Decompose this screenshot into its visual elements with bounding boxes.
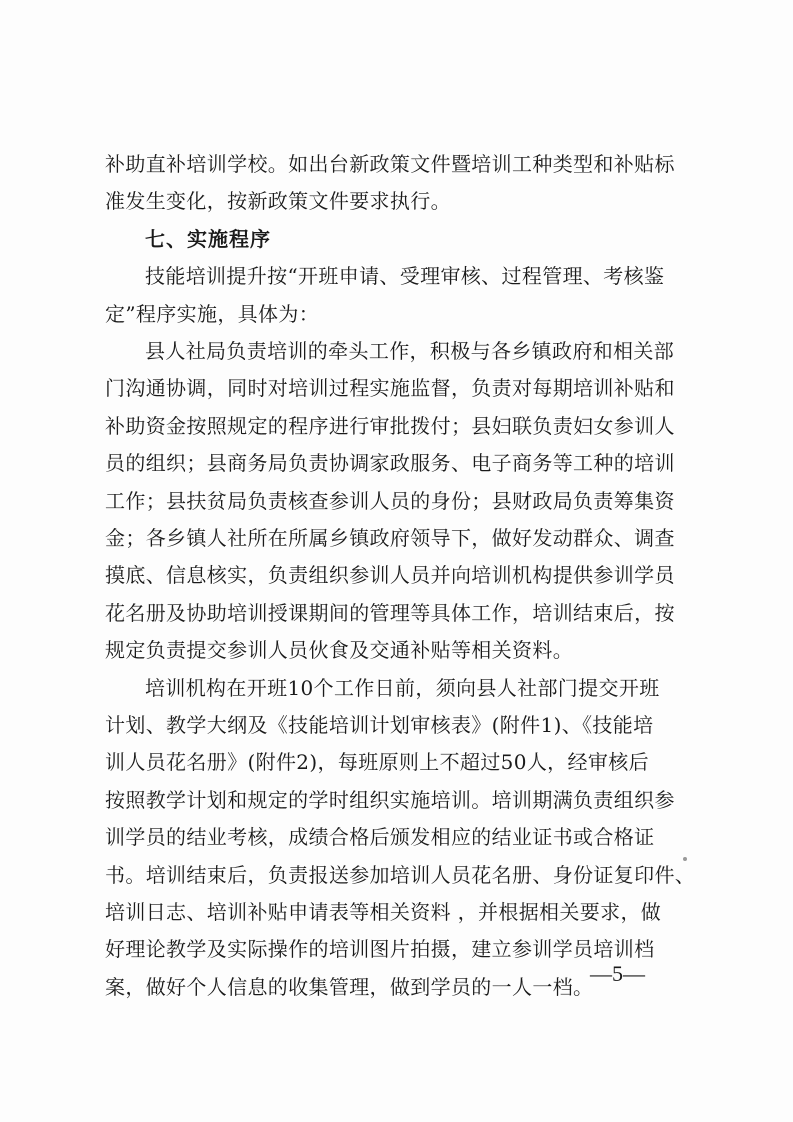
- body-line: 训学员的结业考核，成绩合格后颁发相应的结业证书或合格证: [105, 825, 655, 849]
- body-line: 培训机构在开班10个工作日前，须向县人社部门提交开班: [145, 676, 660, 700]
- body-line: 好理论教学及实际操作的培训图片拍摄，建立参训学员培训档: [105, 937, 655, 961]
- scan-speck: [683, 857, 687, 861]
- body-line: 定”程序实施，具体为：: [105, 302, 320, 326]
- body-line: 书。培训结束后，负责报送参加培训人员花名册、身份证复印件、: [105, 863, 696, 887]
- body-line: 技能培训提升按“开班申请、受理审核、过程管理、考核鉴: [145, 264, 665, 288]
- page-number: —5—: [590, 961, 645, 986]
- body-line: 门沟通协调，同时对培训过程实施监督，负责对每期培训补贴和: [105, 376, 675, 400]
- body-line: 计划、教学大纲及《技能培训计划审核表》(附件1)、《技能培: [105, 713, 654, 737]
- body-line: 训人员花名册》(附件2)，每班原则上不超过50人，经审核后: [105, 750, 649, 774]
- body-line: 县人社局负责培训的牵头工作，积极与各乡镇政府和相关部: [145, 339, 675, 363]
- body-line: 员的组织；县商务局负责协调家政服务、电子商务等工种的培训: [105, 451, 675, 475]
- body-line: 摸底、信息核实，负责组织参训人员并向培训机构提供参训学员: [105, 563, 675, 587]
- body-line: 按照教学计划和规定的学时组织实施培训。培训期满负责组织参: [105, 788, 675, 812]
- body-line: 工作；县扶贫局负责核查参训人员的身份；县财政局负责筹集资: [105, 489, 675, 513]
- body-line: 花名册及协助培训授课期间的管理等具体工作，培训结束后，按: [105, 601, 675, 625]
- body-line: 补助直补培训学校。如出台新政策文件暨培训工种类型和补贴标: [105, 152, 675, 176]
- body-line: 补助资金按照规定的程序进行审批拨付；县妇联负责妇女参训人: [105, 414, 675, 438]
- body-line: 准发生变化，按新政策文件要求执行。: [105, 189, 451, 213]
- body-line: 培训日志、培训补贴申请表等相关资料 ，并根据相关要求，做: [105, 900, 662, 924]
- section-heading: 七、实施程序: [145, 227, 271, 251]
- body-line: 规定负责提交参训人员伙食及交通补贴等相关资料。: [105, 638, 574, 662]
- body-line: 金；各乡镇人社所在所属乡镇政府领导下，做好发动群众、调查: [105, 526, 675, 550]
- body-line: 案，做好个人信息的收集管理，做到学员的一人一档。: [105, 975, 594, 999]
